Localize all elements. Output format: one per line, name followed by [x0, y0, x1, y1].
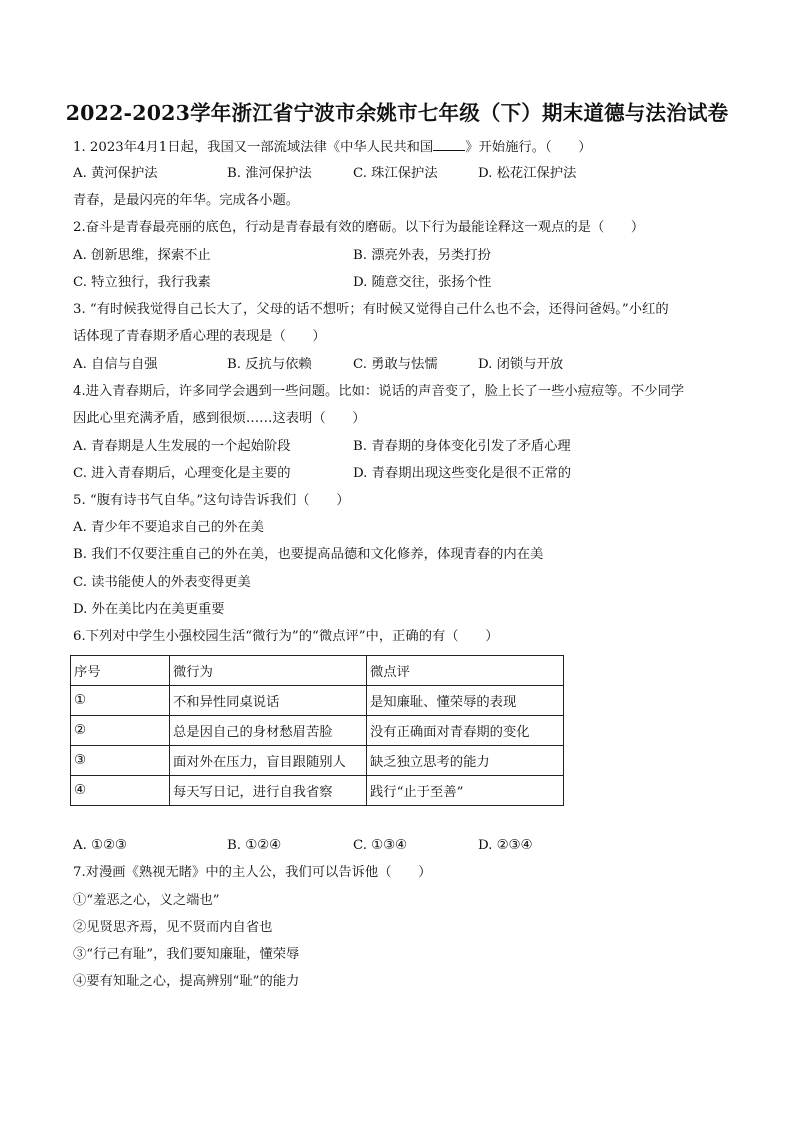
question-5-option-a: A. 青少年不要追求自己的外在美 [73, 520, 264, 535]
question-6-option-d: D. ②③④ [478, 838, 533, 853]
question-4-stem-line-2: 因此心里充满矛盾，感到很烦……这表明（ ） [73, 411, 366, 426]
question-5-stem: 5. “腹有诗书气自华。”这句诗告诉我们（ ） [73, 493, 350, 508]
table-cell: 是知廉耻、懂荣辱的表现 [367, 686, 564, 716]
table-row [71, 716, 564, 746]
table-cell: ② [71, 716, 170, 746]
question-3-option-c: C. 勇敢与怯懦 [353, 357, 438, 372]
table-cell: 不和异性同桌说话 [170, 686, 367, 716]
question-1-option-c: C. 珠江保护法 [353, 166, 438, 181]
question-4-option-a: A. 青春期是人生发展的一个起始阶段 [73, 439, 291, 454]
question-7-item-1: ①“羞恶之心，义之端也” [73, 893, 220, 908]
question-6-option-a: A. ①②③ [73, 838, 127, 853]
question-1-option-b: B. 淮河保护法 [227, 166, 312, 181]
table-cell: 缺乏独立思考的能力 [367, 746, 564, 776]
section-intro: 青春，是最闪亮的年华。完成各小题。 [73, 193, 300, 208]
question-3-stem-line-1: 3. “有时候我觉得自己长大了，父母的话不想听；有时候又觉得自己什么也不会，还得问爸妈。”小红的 [73, 302, 669, 317]
question-1-stem-part-b: 》开始施行。（ ） [465, 140, 592, 155]
question-4-option-d: D. 青春期出现这些变化是很不正常的 [353, 466, 572, 481]
question-2-option-c: C. 特立独行，我行我素 [73, 275, 211, 290]
question-2-option-b: B. 漂亮外表，另类打扮 [353, 248, 491, 263]
table-header-cell: 序号 [71, 656, 170, 686]
table-cell: 总是因自己的身材愁眉苦脸 [170, 716, 367, 746]
question-4-option-c: C. 进入青春期后，心理变化是主要的 [73, 466, 291, 481]
question-6-option-b: B. ①②④ [227, 838, 281, 853]
table-row [71, 686, 564, 716]
question-6-table [70, 655, 564, 806]
question-7-item-4: ④要有知耻之心，提高辨别“耻”的能力 [73, 974, 300, 989]
question-1-option-a: A. 黄河保护法 [73, 166, 158, 181]
table-header-cell: 微行为 [170, 656, 367, 686]
question-4-stem-line-1: 4.进入青春期后，许多同学会遇到一些问题。比如：说话的声音变了，脸上长了一些小痘痘等。不少同学 [73, 384, 685, 399]
table-cell: 践行“止于至善” [367, 776, 564, 806]
question-4-option-b: B. 青春期的身体变化引发了矛盾心理 [353, 439, 571, 454]
table-row [71, 746, 564, 776]
question-5-option-b: B. 我们不仅要注重自己的外在美，也要提高品德和文化修养，体现青春的内在美 [73, 547, 544, 562]
question-3-option-b: B. 反抗与依赖 [227, 357, 312, 372]
question-2-option-a: A. 创新思维，探索不止 [73, 248, 211, 263]
question-3-option-d: D. 闭锁与开放 [478, 357, 564, 372]
table-header-cell: 微点评 [367, 656, 564, 686]
question-2-stem: 2.奋斗是青春最亮丽的底色，行动是青春最有效的磨砺。以下行为最能诠释这一观点的是（ ） [73, 220, 645, 235]
table-cell: ④ [71, 776, 170, 806]
question-3-option-a: A. 自信与自强 [73, 357, 158, 372]
answer-blank [433, 137, 465, 151]
question-5-option-d: D. 外在美比内在美更重要 [73, 602, 225, 617]
question-1-stem [73, 137, 592, 157]
question-6-option-c: C. ①③④ [353, 838, 407, 853]
question-3-stem-line-2: 话体现了青春期矛盾心理的表现是（ ） [73, 329, 326, 344]
question-7-item-2: ②见贤思齐焉，见不贤而内自省也 [73, 920, 273, 935]
question-7-item-3: ③“行己有耻”，我们要知廉耻，懂荣辱 [73, 947, 300, 962]
question-6-stem: 6.下列对中学生小强校园生活“微行为”的“微点评”中，正确的有（ ） [73, 629, 499, 644]
table-cell: 每天写日记，进行自我省察 [170, 776, 367, 806]
question-1-stem-part-a: 1. 2023年4月1日起，我国又一部流域法律《中华人民共和国 [73, 140, 434, 155]
table-cell: 面对外在压力，盲目跟随别人 [170, 746, 367, 776]
question-7-stem: 7.对漫画《熟视无睹》中的主人公，我们可以告诉他（ ） [73, 865, 432, 880]
exam-title: 2022-2023学年浙江省宁波市余姚市七年级（下）期末道德与法治试卷 [65, 101, 729, 125]
question-5-option-c: C. 读书能使人的外表变得更美 [73, 575, 251, 590]
question-2-option-d: D. 随意交往，张扬个性 [353, 275, 492, 290]
table-cell: ③ [71, 746, 170, 776]
table-cell: ① [71, 686, 170, 716]
table-row [71, 776, 564, 806]
table-cell: 没有正确面对青春期的变化 [367, 716, 564, 746]
question-1-option-d: D. 松花江保护法 [478, 166, 577, 181]
table-header-row [71, 656, 564, 686]
